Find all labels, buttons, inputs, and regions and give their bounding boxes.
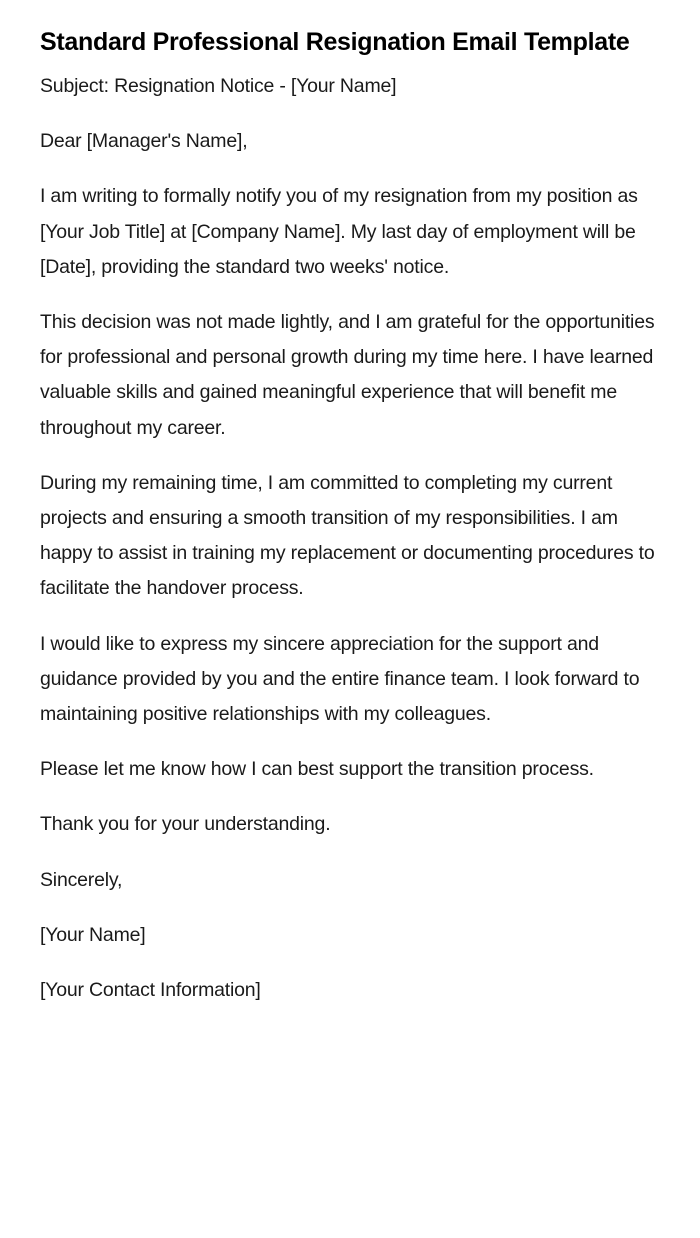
body-paragraph-gratitude: This decision was not made lightly, and I am grateful for the opportunities for professional and personal growth during my time here. I have learned valuable skills and gained meaningful experience that will benefit me throughout my career. [40, 311, 655, 439]
body-paragraph-transition: During my remaining time, I am committed to completing my current projects and ensuring a smooth transition of my responsibilities. I am happy to assist in training my replacement or documenting procedures to facilitate the handover process. [40, 471, 655, 600]
email-closing: Sincerely, [40, 868, 123, 891]
signature-name: [Your Name] [40, 923, 146, 946]
signature-contact: [Your Contact Information] [40, 979, 261, 1002]
email-greeting: Dear [Manager's Name], [40, 130, 248, 153]
body-paragraph-support: Please let me know how I can best support the transition process. [40, 758, 594, 781]
email-subject: Subject: Resignation Notice - [Your Name] [40, 75, 397, 97]
email-thanks: Thank you for your understanding. [40, 813, 331, 836]
body-paragraph-appreciation: I would like to express my sincere appreciation for the support and guidance provided by you and the entire finance team. I look forward to maintaining positive relationships with my colleagues. [40, 632, 640, 726]
body-paragraph-notice: I am writing to formally notify you of my resignation from my position as [Your Job Title] at [Company Name]. My last day of employment will be [Date], providing the standard two weeks' notice. [40, 185, 638, 278]
document-title: Standard Professional Resignation Email Template [40, 28, 630, 56]
